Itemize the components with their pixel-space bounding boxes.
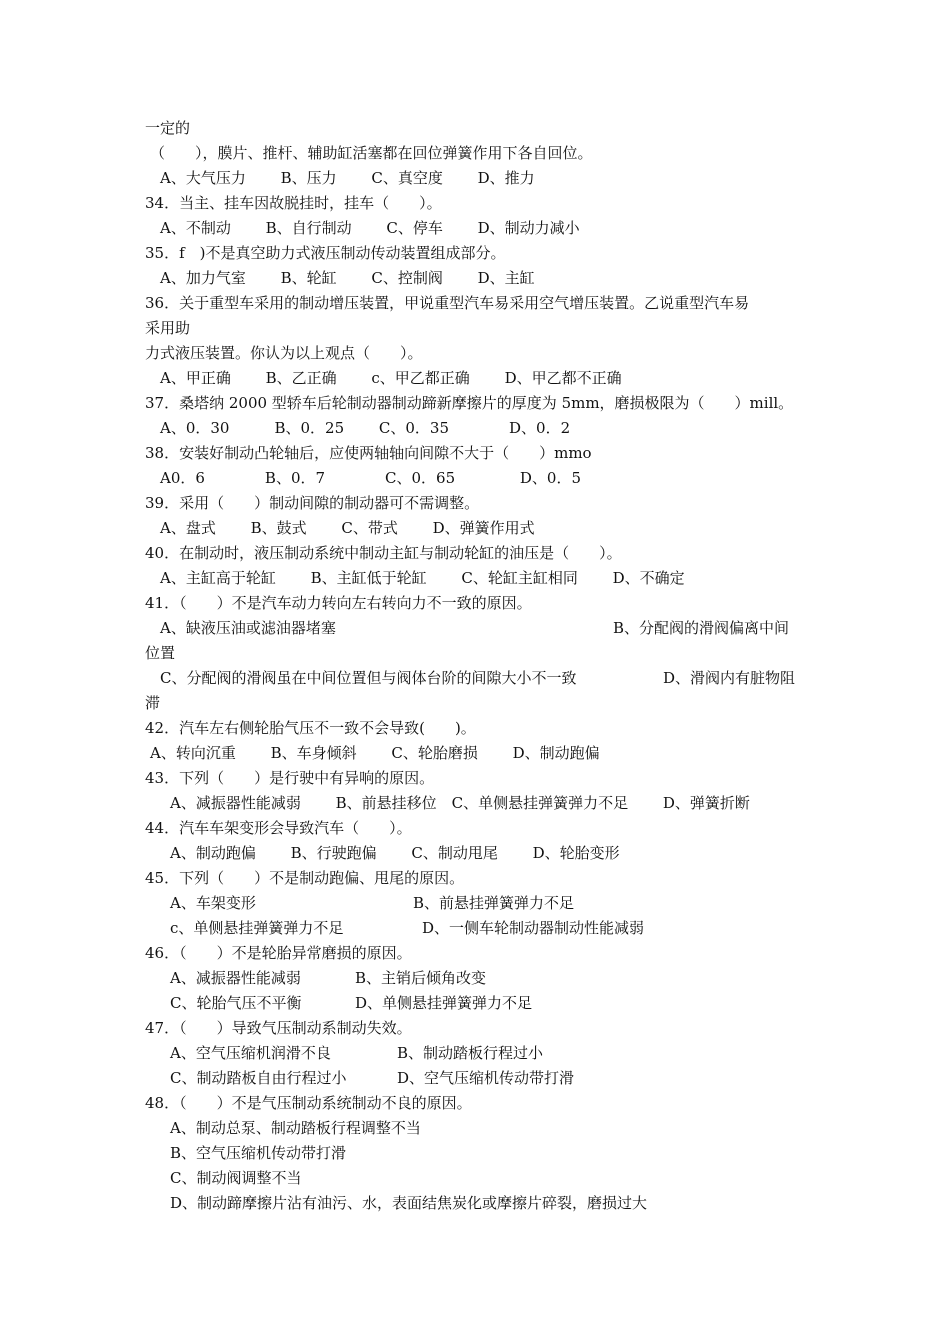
question-36-line-1: 36．关于重型车采用的制动增压装置，甲说重型汽车易采用空气增压装置。乙说重型汽车易 [145, 294, 750, 312]
option-45-b: B、前悬挂弹簧弹力不足 [413, 894, 575, 912]
option-41-d-cont: 滞 [145, 694, 161, 712]
options-39: A、盘式 B、鼓式 C、带式 D、弹簧作用式 [160, 519, 535, 537]
question-36-line-3: 力式液压装置。你认为以上观点（ ）。 [145, 344, 423, 362]
options-44: A、制动跑偏 B、行驶跑偏 C、制动甩尾 D、轮胎变形 [170, 844, 620, 862]
question-42: 42．汽车左右侧轮胎气压不一致不会导致( )。 [145, 719, 476, 737]
options-34: A、不制动 B、自行制动 C、停车 D、制动力减小 [160, 219, 580, 237]
option-41-c: C、分配阀的滑阀虽在中间位置但与阀体台阶的间隙大小不一致 [160, 669, 577, 687]
option-45-d: D、一侧车轮制动器制动性能减弱 [422, 919, 645, 937]
text-line-question-33-stem: （ ），膜片、推杆、辅助缸活塞都在回位弹簧作用下各自回位。 [150, 144, 593, 162]
option-41-a: A、缺液压油或滤油器堵塞 [160, 619, 336, 637]
question-47: 47．（ ）导致气压制动系制动失效。 [145, 1019, 412, 1037]
option-46-a: A、减振器性能减弱 [170, 969, 301, 987]
option-45-c: c、单侧悬挂弹簧弹力不足 [170, 919, 344, 937]
option-47-a: A、空气压缩机润滑不良 [170, 1044, 331, 1062]
options-38: A0．6 B、0．7 C、0．65 D、0．5 [160, 469, 582, 487]
question-38: 38．安装好制动凸轮轴后，应使两轴轴向间隙不大于（ ）mmo [145, 444, 592, 462]
options-35: A、加力气室 B、轮缸 C、控制阀 D、主缸 [160, 269, 535, 287]
question-40: 40．在制动时，液压制动系统中制动主缸与制动轮缸的油压是（ ）。 [145, 544, 622, 562]
question-35: 35．f )不是真空助力式液压制动传动装置组成部分。 [145, 244, 506, 262]
option-47-d: D、空气压缩机传动带打滑 [397, 1069, 575, 1087]
option-48-c: C、制动阀调整不当 [170, 1169, 302, 1187]
question-43: 43．下列（ ）是行驶中有异响的原因。 [145, 769, 435, 787]
question-36-line-2: 采用助 [145, 319, 191, 337]
option-41-b-cont: 位置 [145, 644, 176, 662]
option-48-a: A、制动总泵、制动踏板行程调整不当 [170, 1119, 421, 1137]
option-41-b: B、分配阀的滑阀偏离中间 [613, 619, 790, 637]
question-44: 44．汽车车架变形会导致汽车（ ）。 [145, 819, 412, 837]
options-42: A、转向沉重 B、车身倾斜 C、轮胎磨损 D、制动跑偏 [150, 744, 600, 762]
option-45-a: A、车架变形 [170, 894, 256, 912]
option-46-c: C、轮胎气压不平衡 [170, 994, 302, 1012]
question-37: 37．桑塔纳 2000 型轿车后轮制动器制动蹄新摩擦片的厚度为 5mm，磨损极限为（ ）mill。 [145, 394, 794, 412]
options-36: A、甲正确 B、乙正确 c、甲乙都正确 D、甲乙都不正确 [160, 369, 622, 387]
question-48: 48．（ ）不是气压制动系统制动不良的原因。 [145, 1094, 472, 1112]
question-41: 41．（ ）不是汽车动力转向左右转向力不一致的原因。 [145, 594, 532, 612]
options-37: A、0．30 B、0．25 C、0．35 D、0．2 [160, 419, 571, 437]
option-48-d: D、制动蹄摩擦片沾有油污、水，表面结焦炭化或摩擦片碎裂，磨损过大 [170, 1194, 648, 1212]
option-47-b: B、制动踏板行程过小 [397, 1044, 544, 1062]
question-34: 34．当主、挂车因故脱挂时，挂车（ ）。 [145, 194, 442, 212]
option-46-b: B、主销后倾角改变 [355, 969, 487, 987]
question-46: 46．（ ）不是轮胎异常磨损的原因。 [145, 944, 412, 962]
option-47-c: C、制动踏板自由行程过小 [170, 1069, 347, 1087]
option-48-b: B、空气压缩机传动带打滑 [170, 1144, 347, 1162]
options-40: A、主缸高于轮缸 B、主缸低于轮缸 C、轮缸主缸相同 D、不确定 [160, 569, 685, 587]
option-46-d: D、单侧悬挂弹簧弹力不足 [355, 994, 533, 1012]
question-39: 39．采用（ ）制动间隙的制动器可不需调整。 [145, 494, 480, 512]
text-line-continuation: 一定的 [145, 119, 191, 137]
question-45: 45．下列（ ）不是制动跑偏、甩尾的原因。 [145, 869, 465, 887]
option-41-d: D、滑阀内有脏物阻 [663, 669, 796, 687]
options-33: A、大气压力 B、压力 C、真空度 D、推力 [160, 169, 535, 187]
options-43: A、减振器性能减弱 B、前悬挂移位 C、单侧悬挂弹簧弹力不足 D、弹簧折断 [170, 794, 750, 812]
